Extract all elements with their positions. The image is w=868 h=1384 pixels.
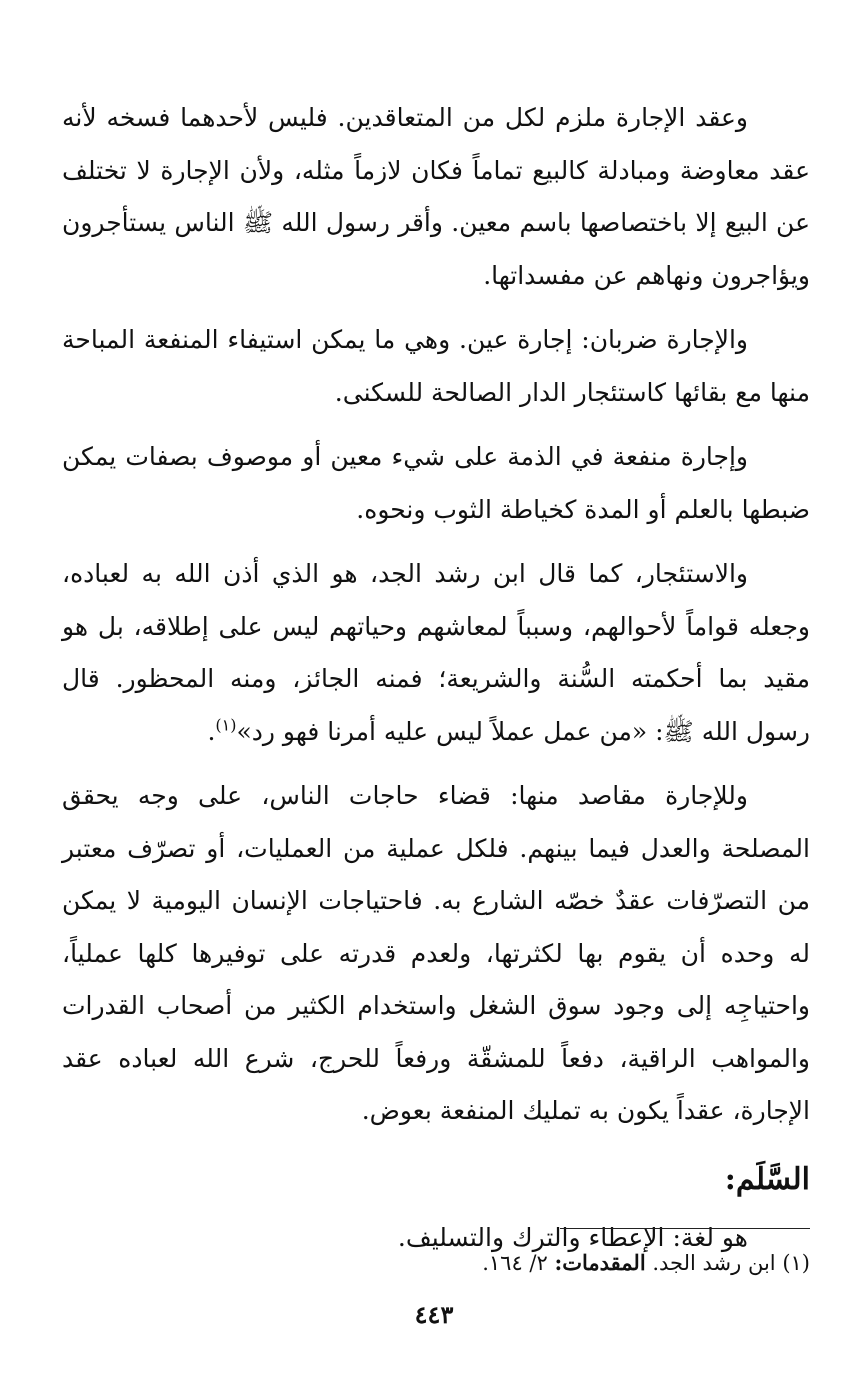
footnote-marker[interactable]: (١): [215, 715, 237, 735]
footnote-ref: ٢/ ١٦٤.: [482, 1251, 548, 1275]
section-heading: السَّلَم:: [724, 1161, 810, 1197]
paragraph-1: وعقد الإجارة ملزم لكل من المتعاقدين. فليس لأحدهما فسخه لأنه عقد معاوضة ومبادلة كالبيع تماماً فكان لازماً مثله، ولأن الإجارة لا تختلف عن البيع إلا باختصاصها باسم معين. وأقر رسول الله ﷺ الناس يستأجرون ويؤاجرون ونهاهم عن مفسداتها.: [62, 103, 810, 290]
paragraph-4-end: .: [207, 716, 216, 746]
paragraph-4-text: والاستئجار، كما قال ابن رشد الجد، هو الذي أذن الله به لعباده، وجعله قواماً لأحوالهم، وسبباً لمعاشهم وحياتهم ليس على إطلاقه، بل هو مقيد بما أحكمته السُّنة والشريعة؛ فمنه الجائز، ومنه المحظور. قال رسول الله ﷺ: «من عمل عملاً ليس عليه أمرنا فهو رد»: [62, 559, 810, 746]
footnote-source: المقدمات:: [554, 1250, 646, 1275]
footnote-text: ابن رشد الجد.: [652, 1251, 776, 1275]
section-definition: هو لغة: الإعطاء والترك والتسليف.: [397, 1222, 748, 1252]
page-number: ٤٤٣: [414, 1300, 454, 1329]
footnote-number: (١): [782, 1251, 810, 1275]
paragraph-4: [62, 548, 810, 758]
paragraph-2: والإجارة ضربان: إجارة عين. وهي ما يمكن استيفاء المنفعة المباحة منها مع بقائها كاستئجار الدار الصالحة للسكنى.: [62, 325, 810, 407]
paragraph-5: وللإجارة مقاصد منها: قضاء حاجات الناس، على وجه يحقق المصلحة والعدل فيما بينهم. فلكل عملية من العمليات، أو تصرّف معتبر من التصرّفات عقدٌ خصّه الشارع به. فاحتياجات الإنسان اليومية لا يمكن له وحده أن يقوم بها لكثرتها، ولعدم قدرته على توفيرها كلها عملياً، واحتياجِه إلى وجود سوق الشغل واستخدام الكثير من أصحاب القدرات والمواهب الراقية، دفعاً للمشقّة ورفعاً للحرج، شرع الله لعباده عقد الإجارة، عقداً يكون به تمليك المنفعة بعوض.: [62, 781, 810, 1125]
paragraph-3: وإجارة منفعة في الذمة على شيء معين أو موصوف بصفات يمكن ضبطها بالعلم أو المدة كخياطة الثوب ونحوه.: [62, 442, 810, 524]
footnote-divider: [560, 1228, 810, 1229]
footnote: [62, 1246, 810, 1280]
